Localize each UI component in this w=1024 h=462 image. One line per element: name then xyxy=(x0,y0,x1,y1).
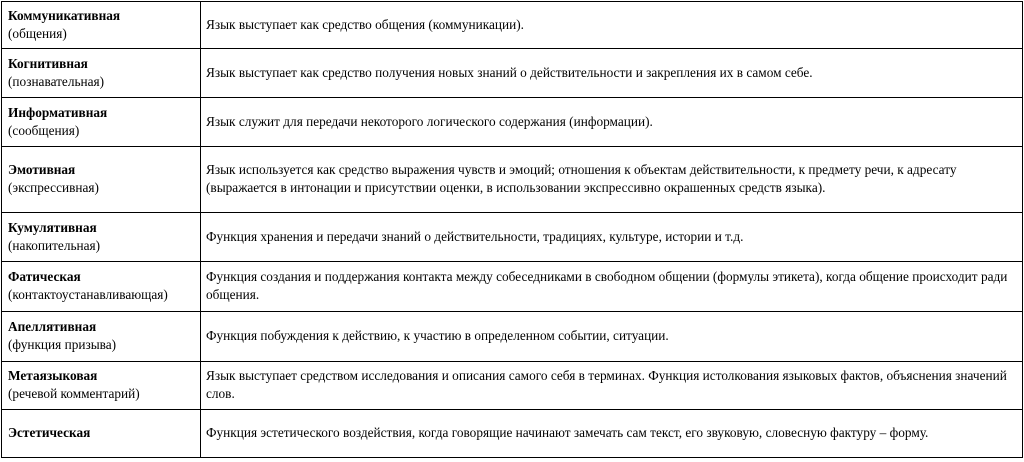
term-name: Информативная xyxy=(8,104,108,120)
term-subtitle: (накопительная) xyxy=(8,237,101,253)
term-cell xyxy=(2,2,201,49)
table-row xyxy=(2,147,1023,213)
description-cell: Язык служит для передачи некоторого логического содержания (информации). xyxy=(201,98,1023,147)
term-subtitle: (речевой комментарий) xyxy=(8,386,140,401)
term-name: Эмотивная xyxy=(8,162,76,177)
term-subtitle: (общения) xyxy=(8,25,67,41)
table-row xyxy=(2,213,1023,262)
language-functions-table xyxy=(1,1,1023,458)
term-subtitle: (функция призыва) xyxy=(8,337,117,352)
term-cell xyxy=(2,147,201,213)
term-name: Коммуникативная xyxy=(8,7,121,23)
term-subtitle: (сообщения) xyxy=(8,122,80,138)
term-cell xyxy=(2,213,201,262)
term-name: Когнитивная xyxy=(8,55,88,71)
description-cell: Язык выступает как средство получения новых знаний о действительности и закрепления их в самом себе. xyxy=(201,49,1023,98)
term-name: Метаязыковая xyxy=(8,368,98,383)
term-cell xyxy=(2,49,201,98)
term-cell xyxy=(2,98,201,147)
term-subtitle: (познавательная) xyxy=(8,73,105,89)
term-cell xyxy=(2,410,201,458)
term-cell xyxy=(2,262,201,312)
table-row xyxy=(2,262,1023,312)
table-row xyxy=(2,312,1023,362)
description-cell: Язык выступает как средство общения (коммуникации). xyxy=(201,2,1023,49)
table-row xyxy=(2,410,1023,458)
term-name: Фатическая xyxy=(8,269,81,284)
description-cell: Функция создания и поддержания контакта между собеседниками в свободном общении (формулы этикета), когда общение происходит ради общения. xyxy=(201,262,1023,312)
description-cell: Функция хранения и передачи знаний о действительности, традициях, культуре, истории и т.д. xyxy=(201,213,1023,262)
table-row xyxy=(2,362,1023,410)
term-name: Эстетическая xyxy=(8,425,91,440)
term-name: Апеллятивная xyxy=(8,319,97,334)
table-row xyxy=(2,2,1023,49)
term-cell xyxy=(2,362,201,410)
description-cell: Функция эстетического воздействия, когда говорящие начинают замечать сам текст, его звуковую, словесную фактуру – форму. xyxy=(201,410,1023,458)
term-subtitle: (контактоустанавливающая) xyxy=(8,287,168,302)
term-name: Кумулятивная xyxy=(8,219,97,235)
description-cell: Язык используется как средство выражения чувств и эмоций; отношения к объектам действительности, к предмету речи, к адресату (выражается в интонации и присутствии оценки, в использовании экспрессивно окрашенных средств языка). xyxy=(201,147,1023,213)
term-cell xyxy=(2,312,201,362)
table-row xyxy=(2,98,1023,147)
description-cell: Язык выступает средством исследования и описания самого себя в терминах. Функция истолкования языковых фактов, объяснения значений слов. xyxy=(201,362,1023,410)
term-subtitle: (экспрессивная) xyxy=(8,180,99,195)
table-row xyxy=(2,49,1023,98)
description-cell: Функция побуждения к действию, к участию в определенном событии, ситуации. xyxy=(201,312,1023,362)
